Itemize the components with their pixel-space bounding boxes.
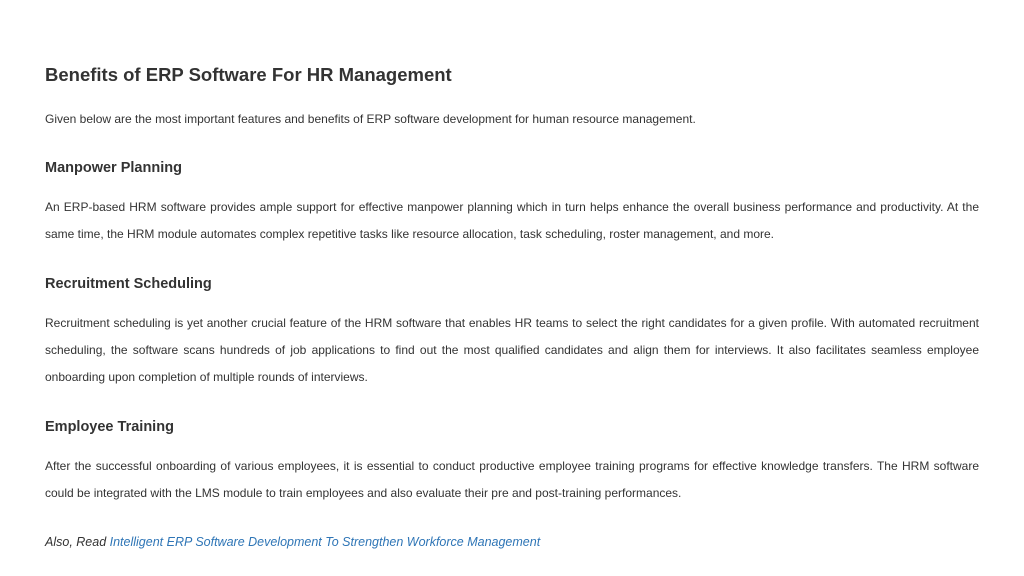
section-heading-employee-training: Employee Training [45, 419, 174, 435]
intro-paragraph: Given below are the most important features and benefits of ERP software development for human resource management. [45, 112, 696, 126]
section-body-employee-training: After the successful onboarding of various employees, it is essential to conduct productive employee training programs for effective knowledge transfers. The HRM software could be integrated with the LMS module to train employees and also evaluate their pre and post-training performances. [45, 459, 979, 500]
section-body-recruitment-scheduling: Recruitment scheduling is yet another crucial feature of the HRM software that enables HR teams to select the right candidates for a given profile. With automated recruitment scheduling, the software scans hundreds of job applications to find out the most qualified candidates and align them for interviews. It also facilitates seamless employee onboarding upon completion of multiple rounds of interviews. [45, 316, 979, 384]
section-heading-recruitment-scheduling: Recruitment Scheduling [45, 276, 212, 292]
section-body-manpower-planning: An ERP-based HRM software provides ample support for effective manpower planning which in turn helps enhance the overall business performance and productivity. At the same time, the HRM module automates complex repetitive tasks like resource allocation, task scheduling, roster management, and more. [45, 200, 979, 241]
also-read-line [45, 535, 540, 549]
also-read-prefix: Also, Read [45, 535, 110, 549]
also-read-link[interactable]: Intelligent ERP Software Development To Strengthen Workforce Management [109, 535, 541, 549]
section-heading-manpower-planning: Manpower Planning [45, 160, 182, 176]
page-title: Benefits of ERP Software For HR Management [45, 64, 452, 85]
